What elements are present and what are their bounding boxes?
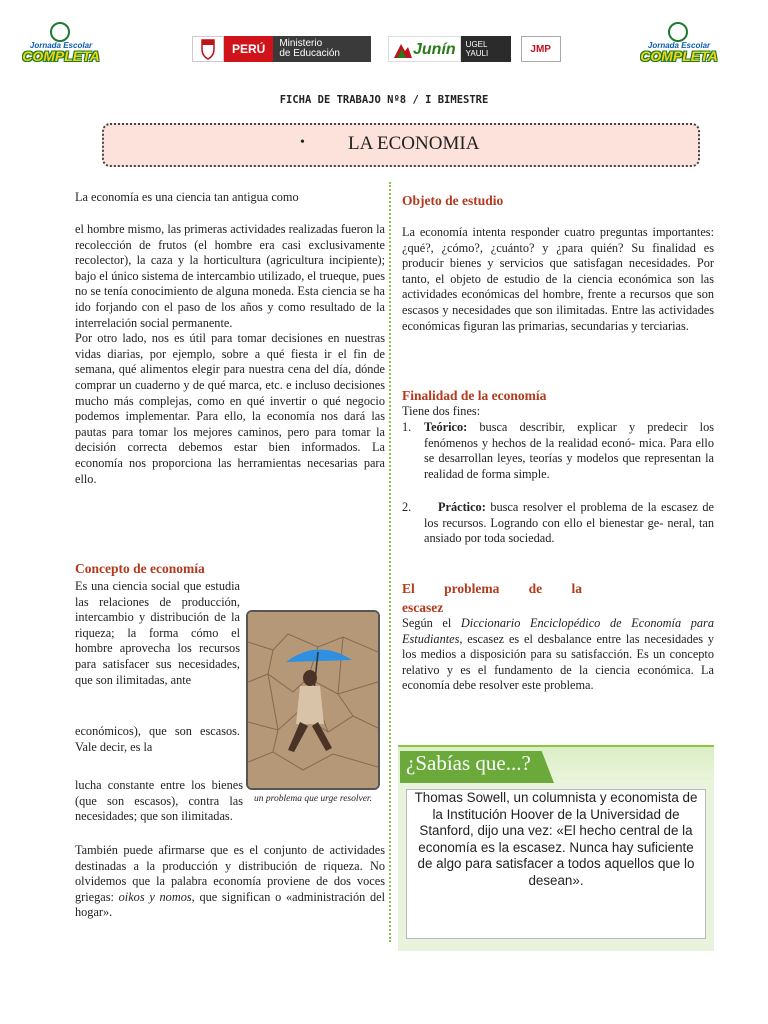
jornada-escolar-logo-left: [18, 22, 104, 64]
worksheet-label: FICHA DE TRABAJO Nº8 / I BIMESTRE: [279, 94, 489, 106]
drj-logo: Junín: [388, 36, 461, 62]
intro-block: [75, 222, 385, 487]
page-title: LA ECONOMIA: [348, 133, 480, 154]
concepto-paragraph-2: económicos), que son escasos. Vale decir, es la: [75, 724, 240, 754]
sabias-text: Thomas Sowell, un columnista y economista de la Institución Hoover de la Universidad de Stanford, dijo una vez: «El hecho central de la economía es la escasez. Nunca hay suficiente de algo para satisfacer a todos aquellos que lo desean».: [406, 789, 706, 939]
list-item-teorico: Teórico: busca describir, explicar y predecir los fenómenos y hechos de la realidad econó- mica. Para ello se desarrollan leyes, teorías y modelos que representan la realidad de forma simple.: [424, 420, 714, 481]
logo-small-text: Jornada Escolar: [29, 41, 93, 50]
title-box: [102, 123, 700, 167]
escasez-heading-line-2: escasez: [402, 600, 444, 615]
clock-icon: [50, 22, 70, 42]
intro-paragraph-1: el hombre mismo, las primeras actividades realizadas fueron la recolección de frutos (el hombre era casi exclusivamente recolector), la caza y la horticultura (agricultura incipiente); bajo el único sistema de intercambio utilizado, el trueque, pues no se tenía conocimiento de alguna moneda. Esta ciencia se ha ido forjando con el paso de los años y como resultado de la interrelación social permanente.: [75, 222, 385, 330]
objeto-heading: Objeto de estudio: [402, 193, 504, 208]
escasez-heading-line-1: El problema de la: [402, 581, 582, 596]
concepto-heading: Concepto de economía: [75, 561, 205, 576]
intro-text: [75, 190, 385, 206]
logo-small-text: Jornada Escolar: [647, 41, 711, 50]
umbrella-drought-photo: [246, 610, 380, 790]
list-item-practico: Práctico: busca resolver el problema de la escasez de los recursos. Logrando con ello el bienestar ge- neral, tan ansiado por toda sociedad.: [424, 500, 714, 546]
escasez-paragraph: Según el Diccionario Enciclopédico de Economía para Estudiantes, escasez es el desbalance entre las necesidades y los medios a disposición para su satisfacción. Es un concepto relativo y es el fundamento de la ciencia económica. La economía debe resolver este problema.: [402, 616, 714, 693]
logo-big-text: COMPLETA: [22, 48, 100, 64]
ministerio-logo: [192, 36, 371, 62]
ministerio-label: Ministerio de Educación: [273, 36, 371, 62]
sabias-header: [398, 745, 714, 783]
regional-logos: [388, 36, 561, 62]
clock-icon: [668, 22, 688, 42]
peru-label: PERÚ: [224, 36, 273, 62]
photo-caption: un problema que urge resolver.: [254, 794, 372, 804]
sabias-box: [398, 783, 714, 951]
concepto-paragraph-1: Es una ciencia social que estudia las relaciones de producción, intercambio y distribución de la riqueza; la forma cómo el hombre aprovecha los recursos para satisfacer sus necesidades, que son ilimitadas, ante: [75, 579, 240, 687]
list-number-1: 1.: [402, 420, 412, 434]
list-number-2: 2.: [402, 500, 412, 514]
logo-big-text: COMPLETA: [640, 48, 718, 64]
finalidad-intro: Tiene dos fines:: [402, 404, 481, 418]
jornada-escolar-logo-right: [636, 22, 722, 64]
objeto-paragraph: La economía intenta responder cuatro preguntas importantes: ¿qué?, ¿cómo?, ¿cuánto? y ¿para quién? Su finalidad es producir bienes y servicios que satisfagan necesidades. Por tanto, el objeto de estudio de la ciencia económica son las actividades económicas del hombre, frente a recursos que son escasos y necesidades que son ilimitadas. Entre las actividades económicas figuran las primarias, secundarias y terciarias.: [402, 225, 714, 333]
jmp-logo: JMP: [521, 36, 561, 62]
ugel-logo: UGEL YAULI: [461, 36, 511, 62]
sabias-title: ¿Sabías que...?: [406, 751, 531, 775]
finalidad-heading: Finalidad de la economía: [402, 388, 547, 403]
intro-paragraph-2: Por otro lado, nos es útil para tomar decisiones en nuestras vidas diarias, por ejemplo, sobre a qué fiesta ir el fin de semana, qué alimentos elegir para nuestra cena del día, dónde comprar un cuaderno y de qué marca, etc. e incluso decisiones mucho más complejas, como en qué invertir o qué negocio podemos implementar. Para ello, la economía nos dará las pautas para tomar los mejores caminos, pero para tomar la decisión correcta debemos estar bien informados. La economía nos proporciona las herramientas necesarias para ello.: [75, 331, 385, 486]
intro-line-1: La economía es una ciencia tan antigua como: [75, 190, 299, 204]
concepto-paragraph-3: lucha constante entre los bienes (que son escasos), contra las necesidades; que son ilimitadas.: [75, 778, 243, 824]
tambien-paragraph: También puede afirmarse que es el conjunto de actividades destinadas a la producción y distribución de riqueza. No olvidemos que la palabra economía proviene de dos voces griegas: oikos y nomos, que significan o «administración del hogar».: [75, 843, 385, 920]
column-divider: [389, 182, 391, 942]
title-bullet: •: [300, 135, 305, 150]
peru-shield-icon: [192, 36, 224, 62]
